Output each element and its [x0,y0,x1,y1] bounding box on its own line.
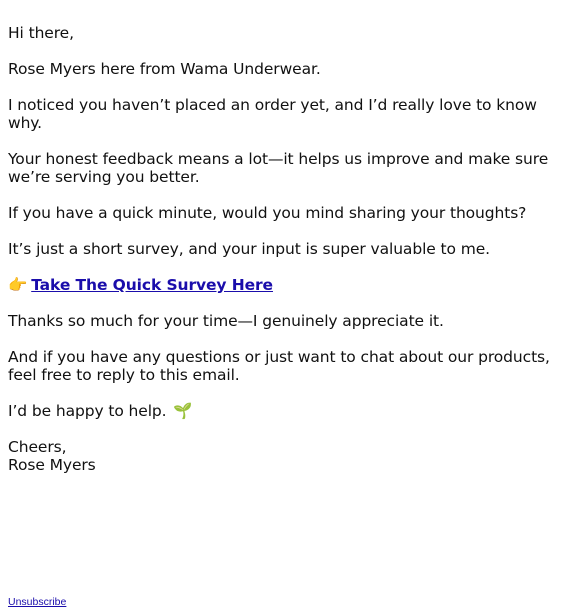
questions-text: And if you have any questions or just want to chat about our products, feel free to reply to this email. [8,348,550,384]
survey-link[interactable]: Take The Quick Survey Here [31,276,273,294]
greeting: Hi there, [8,24,74,42]
email-footer [8,596,66,608]
paragraph-order-question: I noticed you haven’t placed an order yet, and I’d really love to know why. [8,96,537,132]
pointing-hand-icon: 👉 [8,276,28,294]
paragraph-quick-minute: If you have a quick minute, would you mind sharing your thoughts? [8,204,527,222]
signature-name: Rose Myers [8,456,96,474]
seedling-icon: 🌱 [173,402,193,420]
email-body [8,24,572,474]
intro: Rose Myers here from Wama Underwear. [8,60,321,78]
unsubscribe-link[interactable]: Unsubscribe [8,596,67,608]
paragraph-survey: It’s just a short survey, and your input is super valuable to me. [8,240,490,258]
paragraph-feedback: Your honest feedback means a lot—it helps us improve and make sure we’re serving you better. [8,150,549,186]
thanks-text: Thanks so much for your time—I genuinely appreciate it. [8,312,444,330]
help-text: I’d be happy to help. [8,402,167,420]
survey-cta [8,276,572,294]
signoff: Cheers, [8,438,67,456]
signature-block [8,438,572,474]
help-line [8,402,572,420]
